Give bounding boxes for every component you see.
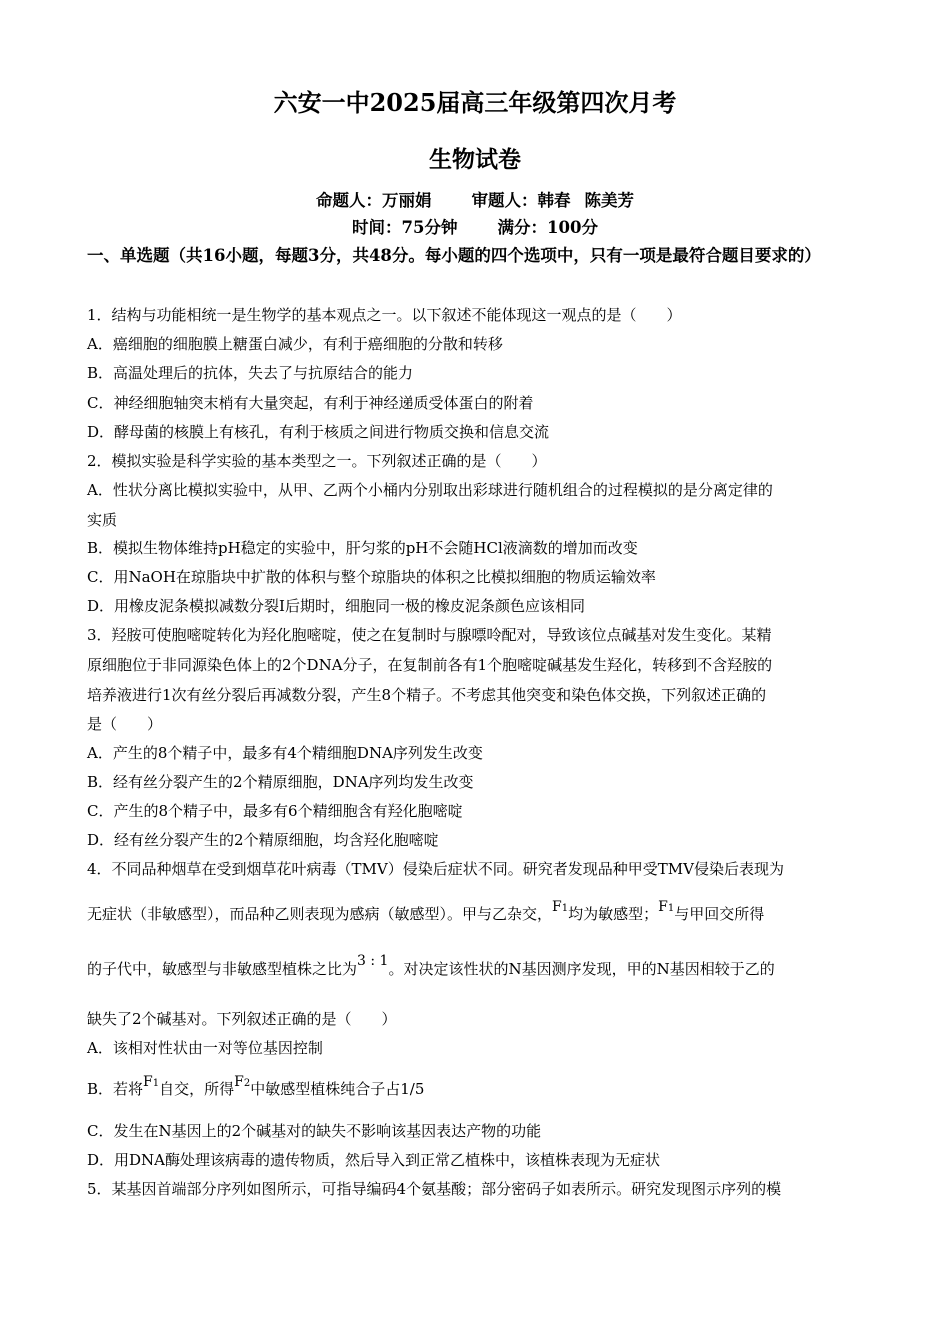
q3-option-a: A．产生的8个精子中，最多有4个精细胞DNA序列发生改变 <box>87 744 483 762</box>
q4-stem-line1: 4．不同品种烟草在受到烟草花叶病毒（TMV）侵染后症状不同。研究者发现品种甲受TMV侵染后表现为 <box>87 860 784 878</box>
q4-stem-line4: 缺失了2个碱基对。下列叙述正确的是（ ） <box>87 1010 397 1028</box>
f1-symbol-3: F1 <box>143 1074 160 1090</box>
q1-option-b: B．高温处理后的抗体，失去了与抗原结合的能力 <box>87 364 414 382</box>
q4-option-d: D．用DNA酶处理该病毒的遗传物质，然后导入到正常乙植株中，该植株表现为无症状 <box>87 1151 661 1169</box>
exam-authors <box>0 187 950 211</box>
f1-symbol-2: F1 <box>658 899 675 915</box>
exam-time-score <box>0 214 950 238</box>
q3-option-b: B．经有丝分裂产生的2个精原细胞，DNA序列均发生改变 <box>87 773 474 791</box>
q4-b2: 自交，所得 <box>159 1080 235 1098</box>
q3-stem-line2: 原细胞位于非同源染色体上的2个DNA分子，在复制前各有1个胞嘧啶碱基发生羟化，转移到不含羟胺的 <box>87 656 773 674</box>
reviewer-label: 审题人：韩春 <box>471 191 571 210</box>
q2-option-a-line2: 实质 <box>87 511 118 529</box>
q4-option-c: C．发生在N基因上的2个碱基对的缺失不影响该基因表达产物的功能 <box>87 1122 542 1140</box>
q2-option-d: D．用橡皮泥条模拟减数分裂Ⅰ后期时，细胞同一极的橡皮泥条颜色应该相同 <box>87 597 585 615</box>
q4-stem2b: 均为敏感型； <box>568 905 659 923</box>
q4-b3: 中敏感型植株纯合子占1/5 <box>250 1080 425 1098</box>
section-heading: 一、单选题（共16小题，每题3分，共48分。每小题的四个选项中，只有一项是最符合题目要求的） <box>87 246 821 265</box>
f1-symbol: F1 <box>552 899 569 915</box>
exam-subject: 生物试卷 <box>429 146 521 173</box>
q4-stem2a: 无症状（非敏感型），而品种乙则表现为感病（敏感型）。甲与乙杂交， <box>87 905 553 923</box>
reviewer2: 陈美芳 <box>584 191 634 210</box>
q1-option-a: A．癌细胞的细胞膜上糖蛋白减少，有利于癌细胞的分散和转移 <box>87 335 503 353</box>
q4-b1: B．若将 <box>87 1080 144 1098</box>
score-label: 满分：100分 <box>497 218 598 237</box>
q2-stem: 2．模拟实验是科学实验的基本类型之一。下列叙述正确的是（ ） <box>87 452 547 470</box>
q2-option-c: C．用NaOH在琼脂块中扩散的体积与整个琼脂块的体积之比模拟细胞的物质运输效率 <box>87 568 656 586</box>
q3-option-d: D．经有丝分裂产生的2个精原细胞，均含羟化胞嘧啶 <box>87 831 439 849</box>
q4-stem3b: 。对决定该性状的N基因测序发现，甲的N基因相较于乙的 <box>388 960 775 978</box>
q4-stem-line2 <box>87 899 765 924</box>
q3-stem-line1: 3．羟胺可使胞嘧啶转化为羟化胞嘧啶，使之在复制时与腺嘌呤配对，导致该位点碱基对发生变化。某精 <box>87 626 772 644</box>
q3-stem-line4: 是（ ） <box>87 715 163 733</box>
q4-stem3a: 的子代中，敏感型与非敏感型植株之比为 <box>87 960 358 978</box>
q1-option-d: D．酵母菌的核膜上有核孔，有利于核质之间进行物质交换和信息交流 <box>87 423 550 441</box>
q5-stem-line1: 5．某基因首端部分序列如图所示，可指导编码4个氨基酸；部分密码子如表所示。研究发现图示序列的模 <box>87 1180 782 1198</box>
q1-stem: 1．结构与功能相统一是生物学的基本观点之一。以下叙述不能体现这一观点的是（ ） <box>87 306 682 324</box>
q4-stem-line3 <box>87 953 775 979</box>
q3-stem-line3: 培养液进行1次有丝分裂后再减数分裂，产生8个精子。不考虑其他突变和染色体交换，下列叙述正确的 <box>87 686 767 704</box>
q4-option-b <box>87 1074 425 1099</box>
ratio-value: 3 : 1 <box>357 953 389 969</box>
q4-option-a: A．该相对性状由一对等位基因控制 <box>87 1039 323 1057</box>
setter-label: 命题人：万丽娟 <box>316 191 432 210</box>
exam-title: 六安一中2025届高三年级第四次月考 <box>273 88 677 117</box>
q4-stem2c: 与甲回交所得 <box>674 905 765 923</box>
q2-option-b: B．模拟生物体维持pH稳定的实验中，肝匀浆的pH不会随HCl液滴数的增加而改变 <box>87 539 638 557</box>
q2-option-a-line1: A．性状分离比模拟实验中，从甲、乙两个小桶内分别取出彩球进行随机组合的过程模拟的是分离定律的 <box>87 481 773 499</box>
q1-option-c: C．神经细胞轴突末梢有大量突起，有利于神经递质受体蛋白的附着 <box>87 394 534 412</box>
f2-symbol: F2 <box>234 1074 251 1090</box>
q3-option-c: C．产生的8个精子中，最多有6个精细胞含有羟化胞嘧啶 <box>87 802 463 820</box>
time-label: 时间：75分钟 <box>352 218 458 237</box>
